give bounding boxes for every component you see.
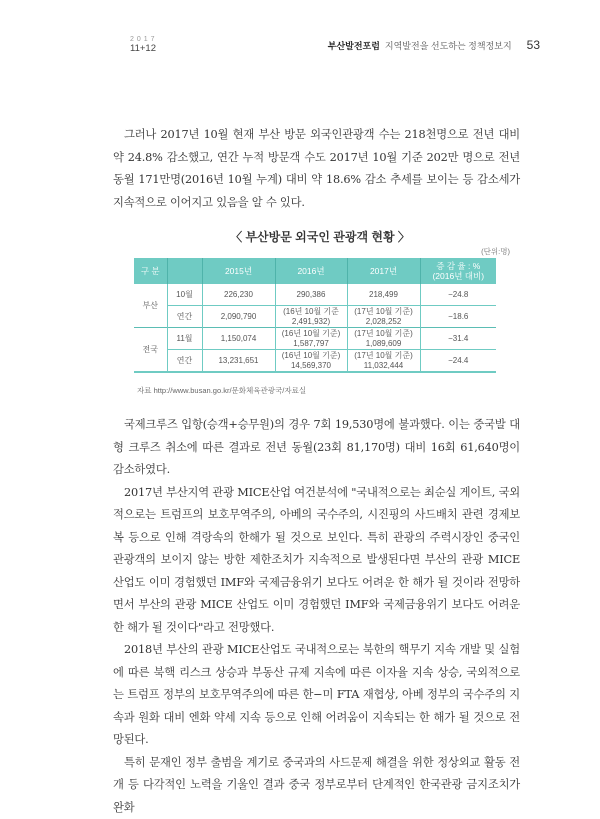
value-2015: 2,090,790 bbox=[202, 306, 275, 328]
value-2017-note: (17년 10월 기준) bbox=[354, 351, 412, 360]
period-cell: 11월 bbox=[167, 328, 202, 350]
value-change: −24.4 bbox=[420, 350, 496, 373]
period-cell: 연간 bbox=[167, 350, 202, 373]
header-2017: 2017년 bbox=[347, 258, 420, 284]
value-2017-note: (17년 10월 기준) bbox=[354, 329, 412, 338]
value-2015: 226,230 bbox=[202, 284, 275, 306]
issue-label bbox=[130, 36, 158, 54]
table-row bbox=[134, 284, 496, 306]
value-2016: 290,386 bbox=[275, 284, 347, 306]
header-change bbox=[420, 258, 496, 284]
value-change: −18.6 bbox=[420, 306, 496, 328]
value-change: −31.4 bbox=[420, 328, 496, 350]
intro-text: 그러나 2017년 10월 현재 부산 방문 외국인관광객 수는 218천명으로 전년 대비 약 24.8% 감소했고, 연간 누적 방문객 수도 2017년 10월 기준 202만 명으로 전년 동월 171만명(2016년 10월 누계) 대비 약 18.6% 감소 추세를 보이는 등 감소세가 지속적으로 이어지고 있음을 알 수 있다. bbox=[113, 124, 520, 214]
table-title: 〈 부산방문 외국인 관광객 현황 〉 bbox=[130, 228, 510, 245]
value-2016-number: 14,569,370 bbox=[291, 361, 331, 370]
header-change-line1: 증 감 율 : % bbox=[436, 261, 480, 271]
body-paragraph: 특히 문재인 정부 출범을 계기로 중국과의 사드문제 해결을 위한 정상외교 활동 전개 등 다각적인 노력을 기울인 결과 중국 정부로부터 단계적인 한국관광 금지조치가 완화 bbox=[113, 752, 520, 819]
value-2017-number: 11,032,444 bbox=[364, 361, 403, 370]
table-row bbox=[134, 328, 496, 350]
value-2017-note: (17년 10월 기준) bbox=[354, 307, 412, 316]
value-2017 bbox=[347, 350, 420, 373]
body-paragraph: 2018년 부산의 관광 MICE산업도 국내적으로는 북한의 핵무기 지속 개발 및 실험에 따른 북핵 리스크 상승과 부동산 규제 지속에 따른 이자율 지속 상승, 국외적으로는 트럼프 정부의 보호무역주의에 따른 한−미 FTA 재협상, 아베 정부의 국수주의 지속과 원화 대비 엔화 약세 지속 등으로 인해 어려움이 지속되는 한 해가 될 것으로 전망된다. bbox=[113, 639, 520, 752]
body-text bbox=[113, 414, 520, 819]
value-2015: 1,150,074 bbox=[202, 328, 275, 350]
intro-paragraph bbox=[113, 124, 520, 214]
table-unit: (단위:명) bbox=[481, 246, 510, 257]
value-change: −24.8 bbox=[420, 284, 496, 306]
visitor-stats-table bbox=[134, 258, 496, 373]
publication-name: 부산발전포럼 bbox=[328, 39, 380, 52]
issue-year: 2017 bbox=[130, 36, 158, 43]
value-2017 bbox=[347, 306, 420, 328]
value-2017 bbox=[347, 328, 420, 350]
table-source: 자료 http://www.busan.go.kr/문화체육관광국/자료실 bbox=[137, 385, 306, 396]
publication-tagline: 지역발전을 선도하는 정책정보지 bbox=[385, 39, 512, 52]
header-category: 구 분 bbox=[134, 258, 167, 284]
header-2016: 2016년 bbox=[275, 258, 347, 284]
value-2017-number: 1,089,609 bbox=[366, 339, 402, 348]
body-paragraph: 2017년 부산지역 관광 MICE산업 여건분석에 "국내적으로는 최순실 게이트, 국외적으로는 트럼프의 보호무역주의, 아베의 국수주의, 시진핑의 사드배치 관련 경제보복 등으로 인해 격랑속의 한해가 될 것으로 보인다. 특히 관광의 주력시장인 중국인 관광객의 보이지 않는 방한 제한조치가 지속적으로 발생된다면 부산의 관광 MICE 산업도 이미 경험했던 IMF와 국제금융위기 보다도 어려운 한 해가 될 것이라 전망하면서 부산의 관광 MICE 산업도 이미 경험했던 IMF와 국제금융위기 보다도 어려운 한 해가 될 것이다"라고 전망했다. bbox=[113, 482, 520, 640]
header-change-line2: (2016년 대비) bbox=[432, 271, 484, 281]
value-2015: 13,231,651 bbox=[202, 350, 275, 373]
period-cell: 10월 bbox=[167, 284, 202, 306]
value-2016 bbox=[275, 350, 347, 373]
page-number: 53 bbox=[527, 38, 540, 52]
region-cell: 전국 bbox=[134, 328, 167, 373]
table-row bbox=[134, 306, 496, 328]
table-header-row bbox=[134, 258, 496, 284]
value-2016 bbox=[275, 306, 347, 328]
value-2017-number: 2,028,252 bbox=[366, 317, 402, 326]
region-cell: 부산 bbox=[134, 284, 167, 328]
header-2015: 2015년 bbox=[202, 258, 275, 284]
header-period bbox=[167, 258, 202, 284]
value-2016-number: 2,491,932) bbox=[292, 317, 330, 326]
running-header bbox=[328, 38, 540, 52]
table-row bbox=[134, 350, 496, 373]
value-2016-note: (16년 10월 기준) bbox=[282, 351, 340, 360]
value-2016-note: (16년 10월 기준) bbox=[282, 329, 340, 338]
value-2016-number: 1,587,797 bbox=[293, 339, 329, 348]
body-paragraph: 국제크루즈 입항(승객+승무원)의 경우 7회 19,530명에 불과했다. 이는 중국발 대형 크루즈 취소에 따른 결과로 전년 동월(23회 81,170명) 대비 16회 61,640명이 감소하였다. bbox=[113, 414, 520, 482]
value-2016 bbox=[275, 328, 347, 350]
value-2016-note: (16년 10월 기준 bbox=[283, 307, 339, 316]
issue-number: 11+12 bbox=[130, 44, 158, 54]
value-2017: 218,499 bbox=[347, 284, 420, 306]
period-cell: 연간 bbox=[167, 306, 202, 328]
